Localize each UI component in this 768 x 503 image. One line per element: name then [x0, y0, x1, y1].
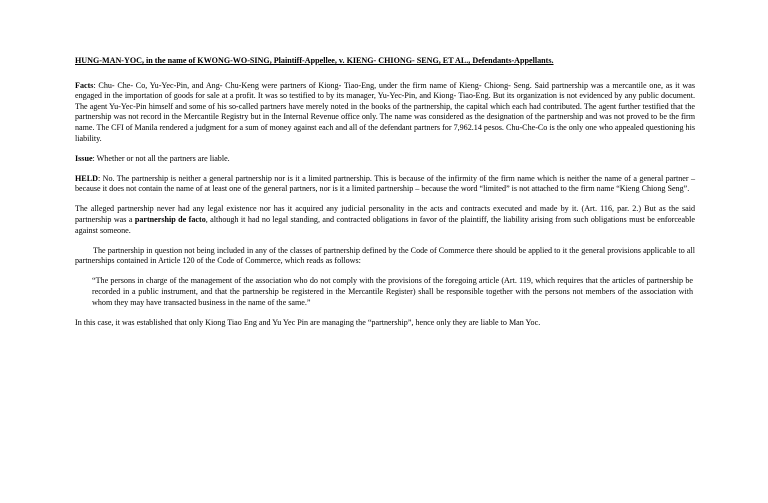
issue-label: Issue — [75, 153, 93, 163]
case-title: HUNG-MAN-YOC, in the name of KWONG-WO-SING, Plaintiff-Appellee, v. KIENG- CHIONG- SENG, ET AL., Defendants-Appellants. — [75, 56, 554, 65]
alleged-partnership-paragraph — [75, 204, 695, 236]
partnership-de-facto-term: partnership de facto — [134, 215, 206, 225]
issue-paragraph — [75, 154, 695, 165]
held-label: HELD — [75, 173, 98, 183]
held-paragraph — [75, 174, 695, 195]
facts-label: Facts — [75, 80, 94, 90]
document-page — [75, 56, 695, 338]
conclusion-paragraph: In this case, it was established that only Kiong Tiao Eng and Yu Yec Pin are managing the “partnership”, hence only they are liable to Man Yoc. — [75, 317, 541, 327]
issue-text: : Whether or not all the partners are liable. — [92, 153, 230, 163]
article-120-quote: “The persons in charge of the management of the association who do not comply with the provisions of the foregoing article (Art. 119, which requires that the articles of partnership be recorded in a public instrument, and that the partnership be registered in the Mercantile Register) shall be responsible together with the persons not members of the association with whom they may have transacted business in the name of the same.” — [92, 276, 693, 307]
partnership-question-paragraph: The partnership in question not being included in any of the classes of partnership defined by the Code of Commerce there should be applied to it the general provisions applicable to all partnerships contained in Article 120 of the Code of Commerce, which reads as follows: — [75, 245, 695, 266]
facts-paragraph — [75, 81, 695, 145]
held-text: : No. The partnership is neither a general partnership nor is it a limited partnership. This is because of the infirmity of the firm name which is neither the name of a general partner – because it does not contain the name of at least one of the general partners, nor is it a limited partnership – because the word “limited” is not attached to the firm name “Kieng Chiong Seng”. — [75, 173, 695, 194]
alleged-text-before: The alleged partnership never had any legal existence nor has it acquired any judicial personality in the acts and contracts executed and made by it. (Art. 116, par. 2.) But as the said partnership was a — [75, 204, 695, 225]
facts-text: : Chu- Che- Co, Yu-Yec-Pin, and Ang- Chu-Keng were partners of Kiong- Tiao-Eng, under the firm name of Kieng- Chiong- Seng. Said partnership was a mercantile one, as it was engaged in the importation of goods for sale at a profit. It was so testified to by its manager, Yu-Yec-Pin, and Kiong- Tiao-Eng. But its organization is not evidenced by any public document. The agent Yu-Yec-Pin himself and some of his so-called partners have merely noted in the books of the partnership, the capital which each had contributed. The agent further testified that the partnership was not record in the Mercantile Registry but in the Internal Revenue office only. The name was considered as the designation of the partnership and was not proved to be the firm name. The CFI of Manila rendered a judgment for a sum of money against each and all of the defendant partners for 7,962.14 pesos. Chu-Che-Co is the only one who appealed questioning his liability. — [75, 80, 695, 143]
alleged-text-after: , although it had no legal standing, and contracted obligations in favor of the plaintiff, the liability arising from such obligations must be enforceable against someone. — [75, 215, 696, 235]
